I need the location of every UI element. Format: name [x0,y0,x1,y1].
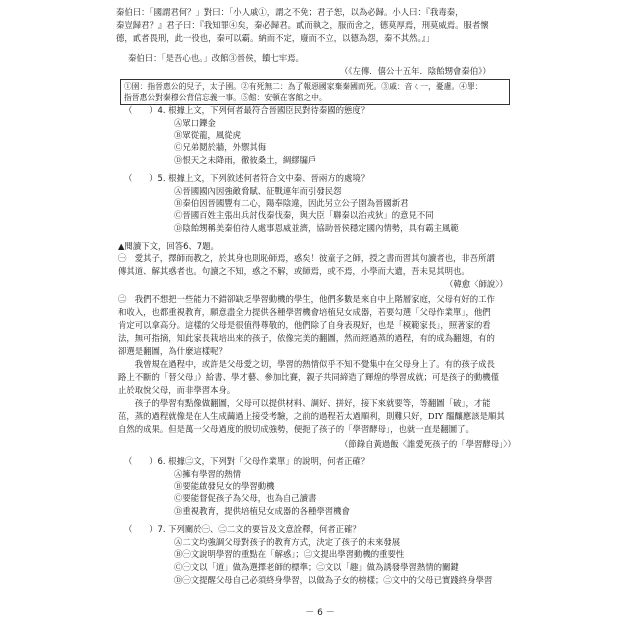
passage1-line: 秦伯曰：「國謂君何？」對曰：「小人戚①，謂之不免；君子恕，以為必歸。小人曰：『我毒秦， [116,7,464,17]
q7-option-c[interactable]: Ⓒ㊀文以「道」做為選擇老師的標準；㊁文以「趣」做為誘發學習熱情的關鍵 [174,562,459,572]
passage1-line: 德，貳者畏刑，此一役也，秦可以霸。納而不定，廢而不立，以德為怨，秦不其然。』」 [116,33,435,43]
question-4-stem: （ ）4. 根據上文，下列何者最符合晉國臣民對待秦國的態度？ [124,105,370,115]
q4-option-b[interactable]: Ⓑ眾從龍，風從虎 [174,130,241,140]
passage2-yi-source: （節錄自黃過飯〈誰愛死孩子的「學習酵母」〉） [340,439,516,449]
passage1-source: （《左傳．僖公十五年．陰飴甥會秦伯》） [340,66,491,76]
passage2-yi-line: 肯定可以拿高分。這樣的父母是很值得尊敬的，他們除了自身表現好，也是「模範家長」，照著家的看 [118,320,491,330]
passage2-kai-source: （韓愈〈師說〉） [445,279,508,289]
q5-option-d[interactable]: Ⓓ陰飴甥稱美秦伯待人處事恩威並濟，協助晉侯穩定國內情勢，具有霸主風範 [174,223,459,233]
q5-option-a[interactable]: Ⓐ晉國國內因強敵脅賦、征戰連年而引發民怨 [174,186,342,196]
q6-option-d[interactable]: Ⓓ重視教育，提供培植兒女成器的各種學習機會 [174,506,350,516]
q5-option-c[interactable]: Ⓒ晉國百姓主張出兵討伐秦伐秦，與大臣「聯秦以治戎狄」的意見不同 [174,210,434,220]
passage2-yi-line: 卻選是翻圖，為什麼這樣呢？ [118,346,227,356]
q6-option-a[interactable]: Ⓐ擁有學習的熱情 [174,469,241,479]
notes-box [120,79,510,105]
page-number: － 6 － [305,608,335,618]
question-7-stem: （ ）7. 下列關於㊀、㊁二文的要旨及文意詮釋，何者正確？ [124,524,361,534]
q4-option-d[interactable]: Ⓓ恨天之未降雨，徹彼桑土，綢繆牖戶 [174,155,317,165]
passage2-yi-line: 我曾規在過程中，或許是父母愛之切，學習的熱情似乎不知不覺集中在父母身上了。有的孩子成長 [118,359,495,369]
q4-option-a[interactable]: Ⓐ眾口鑠金 [174,118,216,128]
note-line: ①圉：指晉惠公的兒子，太子圉。②有死無二：為了報惡國家棄秦國而死。③戚：音ㄑ一，憂慮。④罪： [124,82,483,91]
q7-option-b[interactable]: Ⓑ㊀文說明學習的重點在「解惑」；㊁文提出學習動機的重要性 [174,549,405,559]
passage2-yi-line: 止於取悅父母，而非學習本身。 [118,385,236,395]
passage2-yi-line: 法，無可指摘，知此家長栽培出來的孩子，依像完美的翻圖，然而經過蒸的過程，有的成為翻翅，有的 [118,333,495,343]
section-intro: ▲閱讀下文，回答6、7題。 [118,241,219,251]
question-5-stem: （ ）5. 根據上文，下列敘述何者符合文中秦、晉兩方的處境？ [124,173,370,183]
passage1-line: 秦豈歸君？』君子曰：『我知罪④矣，秦必歸君。貳而執之，服而舍之，德莫厚焉，刑莫威焉。服者懷 [116,20,489,30]
passage2-yi-line: 路上不斷的「替父母」）給書、學才藝、參加比賽，親子共同締造了輝煌的學習成就；可是孩子的動機僅 [118,372,500,382]
q7-option-d[interactable]: Ⓓ㊀文提醒父母自己必須終身學習，以做為子女的榜樣；㊁文中的父母已實踐終身學習 [174,575,493,585]
q7-option-a[interactable]: Ⓐ二文均強調父母對孩子的教育方式，決定了孩子的未來發展 [174,537,401,547]
passage2-kai-line: 傳其道、解其惑者也。句讀之不知，惑之不解，或師焉，或不焉，小學而大遺，吾未見其明也。 [118,266,470,276]
passage2-yi-line: 茁，蒸的過程就像是在人生成繭過上接受考驗，之前的過程若太過順利，則難只好，DIY 醞釀應該是順其 [118,411,505,421]
note-line: 指晉惠公對秦穆公背信忘義一事。⑤館：安頓在客館之中。 [124,93,327,102]
passage2-yi-line: 自然的成果。但是萬一父母過度的殷切成強勢，便扼了孩子的「學習酵母」，也就一直是翻圖了。 [118,424,474,434]
passage2-kai-line: ㊀ 愛其子，擇師而教之，於其身也則恥師焉，惑矣！彼童子之師，授之書而習其句讀者也，非吾所謂 [118,253,495,263]
q4-option-c[interactable]: Ⓒ兄弟鬩於牆，外禦其侮 [174,142,267,152]
q6-option-b[interactable]: Ⓑ要能啟發兒女的學習動機 [174,481,275,491]
q5-option-b[interactable]: Ⓑ秦伯因晉國豐有二心，陽奉陰違，因此另立公子圉為晉國新君 [174,198,409,208]
passage2-yi-line: ㊁ 我們不想把一些能力不錯卻缺乏學習動機的學生，他們多數是來自中上階層家庭，父母有好的工作 [118,294,495,304]
passage2-yi-line: 和收入，也都重視教育，願意盡全力提供各種學習機會培植兒女成器，若要勾選「父母作業單」，他們 [118,307,491,317]
passage2-yi-line: 孩子的學習有點像做翻圖，父母可以提供材料、調好、拼好，接下來就要等，等翻圖「破」，才能 [118,398,491,408]
q6-option-c[interactable]: Ⓒ要能督促孩子為父母，也為自己讀書 [174,493,317,503]
passage1-line: 秦伯曰：「是吾心也。」改館③晉侯，饋七牢焉。 [128,53,304,63]
question-6-stem: （ ）6. 根據㊁文，下列對「父母作業單」的說明，何者正確？ [124,456,370,466]
